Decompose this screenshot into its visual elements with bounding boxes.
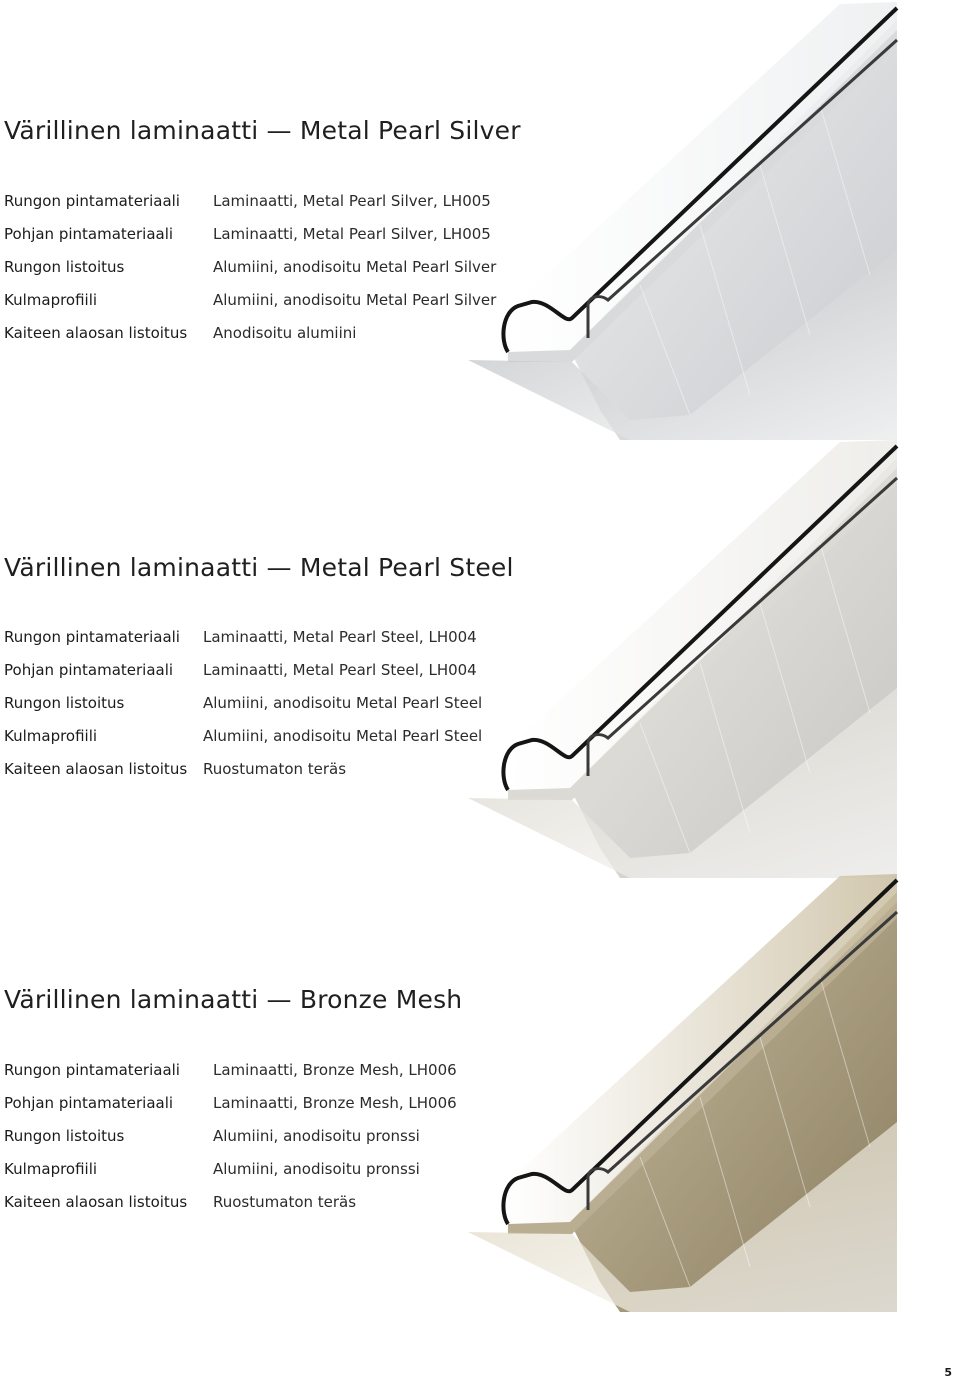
- spec-value: Alumiini, anodisoitu Metal Pearl Silver: [213, 291, 497, 309]
- spec-label: Kulmaprofiili: [4, 291, 98, 309]
- escalator-drawing: [460, 0, 900, 440]
- spec-value: Laminaatti, Metal Pearl Silver, LH005: [213, 225, 491, 243]
- spec-value: Laminaatti, Bronze Mesh, LH006: [213, 1061, 457, 1079]
- spec-label: Kaiteen alaosan listoitus: [4, 324, 188, 342]
- spec-value: Alumiini, anodisoitu Metal Pearl Silver: [213, 258, 497, 276]
- spec-label: Kulmaprofiili: [4, 727, 98, 745]
- spec-value: Laminaatti, Bronze Mesh, LH006: [213, 1094, 457, 1112]
- section-metal-pearl-steel: [0, 438, 960, 878]
- spec-label: Rungon listoitus: [4, 258, 125, 276]
- escalator-drawing: [460, 438, 900, 878]
- escalator-drawing: [460, 872, 900, 1312]
- section-title: Värillinen laminaatti — Bronze Mesh: [4, 985, 463, 1014]
- spec-value: Laminaatti, Metal Pearl Silver, LH005: [213, 192, 491, 210]
- spec-label: Pohjan pintamateriaali: [4, 661, 174, 679]
- spec-label: Kaiteen alaosan listoitus: [4, 760, 188, 778]
- spec-value: Anodisoitu alumiini: [213, 324, 357, 342]
- section-bronze-mesh: [0, 872, 960, 1312]
- section-title: Värillinen laminaatti — Metal Pearl Silver: [4, 116, 521, 145]
- spec-value: Alumiini, anodisoitu pronssi: [213, 1160, 420, 1178]
- spec-value: Laminaatti, Metal Pearl Steel, LH004: [203, 661, 477, 679]
- spec-label: Rungon pintamateriaali: [4, 1061, 180, 1079]
- spec-label: Pohjan pintamateriaali: [4, 225, 174, 243]
- spec-value: Alumiini, anodisoitu pronssi: [213, 1127, 420, 1145]
- spec-value: Alumiini, anodisoitu Metal Pearl Steel: [203, 694, 483, 712]
- spec-value: Ruostumaton teräs: [203, 760, 347, 778]
- spec-label: Rungon listoitus: [4, 694, 125, 712]
- spec-label: Kulmaprofiili: [4, 1160, 98, 1178]
- section-title: Värillinen laminaatti — Metal Pearl Steel: [4, 553, 514, 582]
- spec-value: Ruostumaton teräs: [213, 1193, 357, 1211]
- spec-label: Rungon pintamateriaali: [4, 628, 180, 646]
- escalator-illustration-silver: [460, 0, 900, 440]
- spec-label: Pohjan pintamateriaali: [4, 1094, 174, 1112]
- page-number: 5: [944, 1366, 952, 1379]
- spec-label: Rungon listoitus: [4, 1127, 125, 1145]
- escalator-illustration-steel: [460, 438, 900, 878]
- escalator-illustration-bronze: [460, 872, 900, 1312]
- section-metal-pearl-silver: [0, 0, 960, 440]
- spec-label: Rungon pintamateriaali: [4, 192, 180, 210]
- spec-value: Alumiini, anodisoitu Metal Pearl Steel: [203, 727, 483, 745]
- spec-value: Laminaatti, Metal Pearl Steel, LH004: [203, 628, 477, 646]
- spec-label: Kaiteen alaosan listoitus: [4, 1193, 188, 1211]
